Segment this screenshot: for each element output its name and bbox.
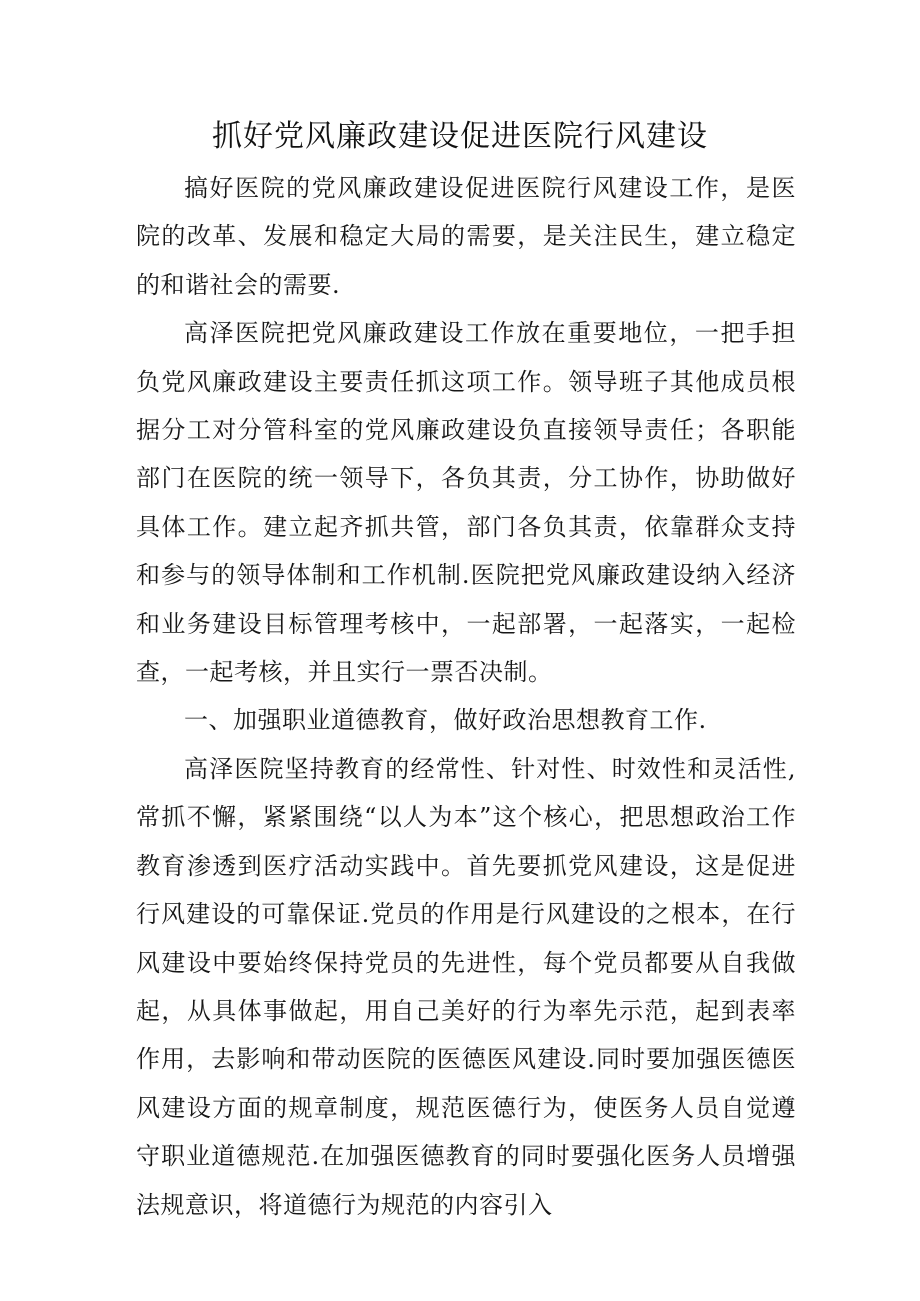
document-title: 抓好党风廉政建设促进医院行风建设 [212, 119, 708, 154]
paragraph-leadership: 高泽医院把党风廉政建设工作放在重要地位，一把手担负党风廉政建设主要责任抓这项工作。领导班子其他成员根据分工对分管科室的党风廉政建设负直接领导责任；各职能部门在医院的统一领导下，各负其责，分工协作，协助做好具体工作。建立起齐抓共管，部门各负其责，依靠群众支持和参与的领导体制和工作机制.医院把党风廉政建设纳入经济和业务建设目标管理考核中，一起部署，一起落实，一起检查，一起考核，并且实行一票否决制。 [136, 319, 796, 687]
section-heading-1: 一、加强职业道德教育，做好政治思想教育工作. [184, 706, 707, 735]
paragraph-intro: 搞好医院的党风廉政建设促进医院行风建设工作，是医院的改革、发展和稳定大局的需要，是关注民生，建立稳定的和谐社会的需要. [136, 174, 796, 299]
paragraph-education: 高泽医院坚持教育的经常性、针对性、时效性和灵活性,常抓不懈，紧紧围绕“以人为本”这个核心，把思想政治工作教育渗透到医疗活动实践中。首先要抓党风建设，这是促进行风建设的可靠保证.党员的作用是行风建设的之根本，在行风建设中要始终保持党员的先进性，每个党员都要从自我做起，从具体事做起，用自己美好的行为率先示范，起到表率作用，去影响和带动医院的医德医风建设.同时要加强医德医风建设方面的规章制度，规范医德行为，使医务人员自觉遵守职业道德规范.在加强医德教育的同时要强化医务人员增强法规意识，将道德行为规范的内容引入 [136, 754, 796, 1219]
document-body [136, 164, 796, 1229]
